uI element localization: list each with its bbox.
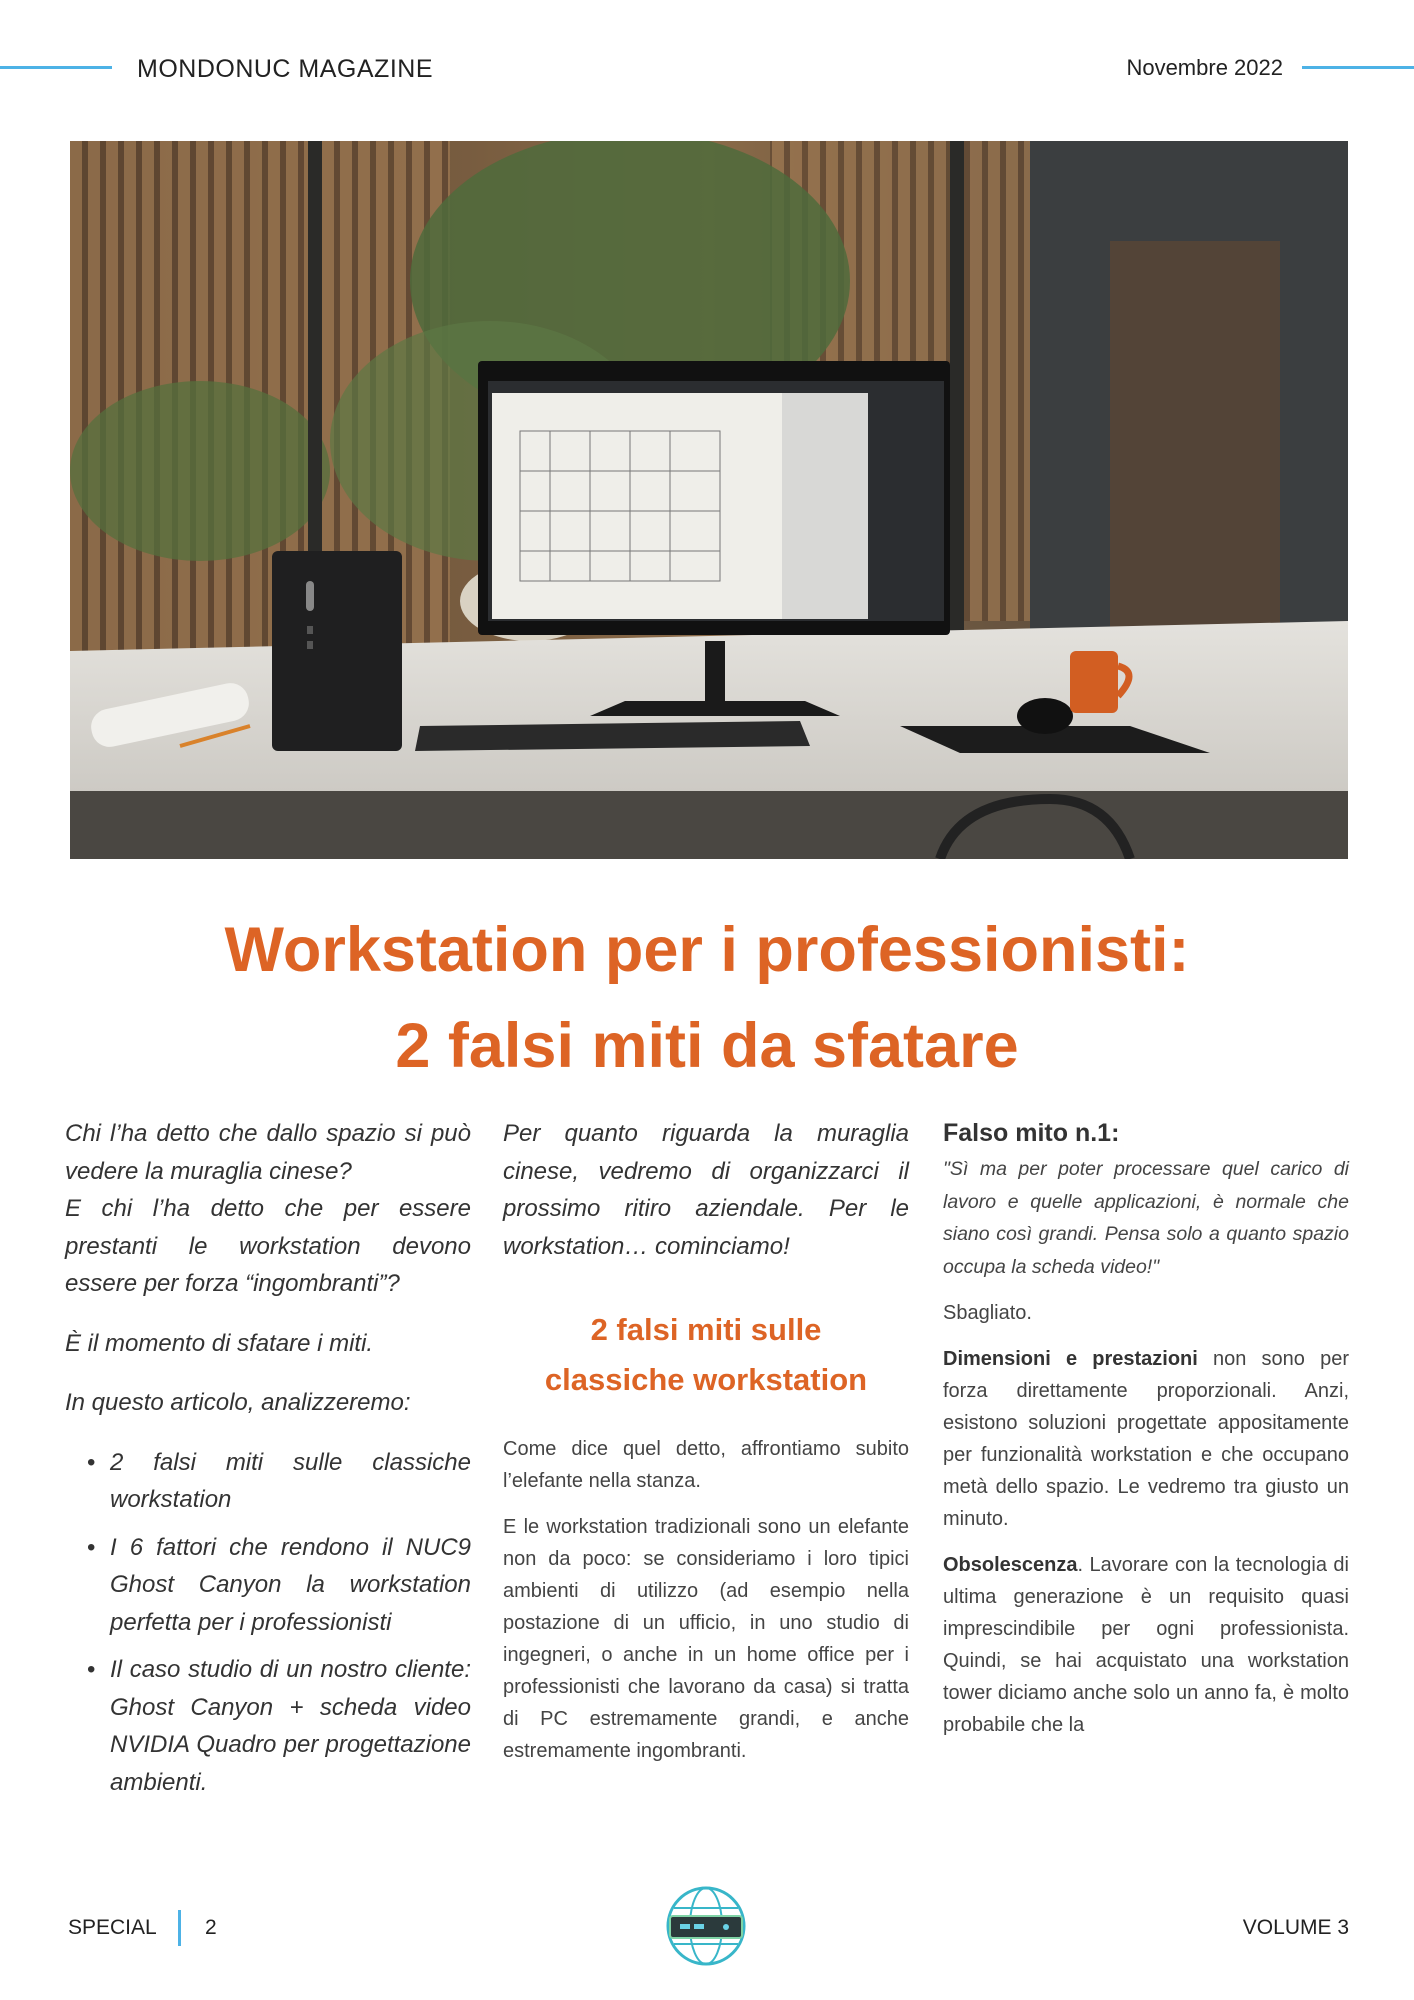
- header-rule-left: [0, 66, 112, 69]
- dimensions-paragraph: [943, 1343, 1349, 1535]
- intro-paragraph-1: [65, 1115, 471, 1303]
- subheading-line2: classiche workstation: [544, 1362, 868, 1397]
- intro-paragraph-2: È il momento di sfatare i miti.: [65, 1329, 374, 1357]
- page-number: 2: [205, 1916, 217, 1939]
- section-subheading: [503, 1305, 909, 1405]
- dimensions-label: Dimensioni e prestazioni: [943, 1348, 1198, 1370]
- dimensions-text: non sono per forza direttamente proporzionali. Anzi, esistono soluzioni progettate appositamente per funzionalità workstation e che occupano metà dello spazio. Le vedremo tra giusto un minuto.: [943, 1348, 1349, 1530]
- header-rule-right: [1302, 66, 1414, 69]
- column2-intro: Per quanto riguarda la muraglia cinese, vedremo di organizzarci il prossimo ritiro aziendale. Per le workstation… cominciamo!: [503, 1120, 909, 1260]
- intro-question-2: E chi l’ha detto che per essere prestanti le workstation devono essere per forza “ingombranti”?: [65, 1195, 471, 1297]
- obsolescence-text: . Lavorare con la tecnologia di ultima generazione è un requisito quasi imprescindibile per ogni professionista. Quindi, se hai acquistato una workstation tower diciamo anche solo un anno fa, è molto probabile che la: [943, 1554, 1349, 1736]
- magazine-name: MONDONUC MAGAZINE: [137, 55, 433, 83]
- workstation-desk-photo: [70, 141, 1348, 859]
- footer-section: SPECIAL: [68, 1916, 157, 1939]
- article-title-line2: 2 falsi miti da sfatare: [395, 1011, 1019, 1081]
- column-3: [943, 1115, 1349, 1741]
- obsolescence-label: Obsolescenza: [943, 1554, 1078, 1576]
- article-title-line1: Workstation per i professionisti:: [224, 915, 1190, 985]
- intro-question-1: Chi l’ha detto che dallo spazio si può vedere la muraglia cinese?: [65, 1120, 471, 1185]
- column-2: [503, 1115, 909, 1767]
- list-item: • Il caso studio di un nostro cliente: Ghost Canyon + scheda video NVIDIA Quadro per progettazione ambienti.: [65, 1651, 471, 1801]
- topics-list: [65, 1444, 471, 1802]
- intro-paragraph-3: In questo articolo, analizzeremo:: [65, 1389, 411, 1416]
- list-item: • 2 falsi miti sulle classiche workstation: [65, 1444, 471, 1519]
- myth-heading: Falso mito n.1:: [943, 1119, 1120, 1147]
- subheading-line1: 2 falsi miti sulle: [590, 1312, 822, 1347]
- hero-image: [70, 141, 1348, 859]
- column-1: [65, 1115, 471, 1811]
- body-paragraph-1: Come dice quel detto, affrontiamo subito l’elefante nella stanza.: [503, 1438, 909, 1492]
- footer-separator: [178, 1910, 181, 1946]
- body-paragraph-2: E le workstation tradizionali sono un elefante non da poco: se consideriamo i loro tipici ambienti di utilizzo (ad esempio nella postazione di un ufficio, in uno studio di ingegneri, o anche in un home office per i professionisti che lavorano da casa) si tratta di PC estremamente grandi, e anche estremamente ingombranti.: [503, 1516, 909, 1762]
- globe-nuc-logo-icon: [656, 1882, 756, 1970]
- list-item: • I 6 fattori che rendono il NUC9 Ghost Canyon la workstation perfetta per i professionisti: [65, 1529, 471, 1642]
- volume-label: VOLUME 3: [1242, 1916, 1349, 1939]
- obsolescence-paragraph: [943, 1549, 1349, 1741]
- verdict-text: Sbagliato.: [943, 1302, 1032, 1324]
- issue-date: Novembre 2022: [1126, 55, 1283, 80]
- myth-quote: "Sì ma per poter processare quel carico di lavoro e quelle applicazioni, è normale che siano così grandi. Pensa solo a quanto spazio occupa la scheda video!": [943, 1158, 1349, 1278]
- article-title: [0, 902, 1414, 1094]
